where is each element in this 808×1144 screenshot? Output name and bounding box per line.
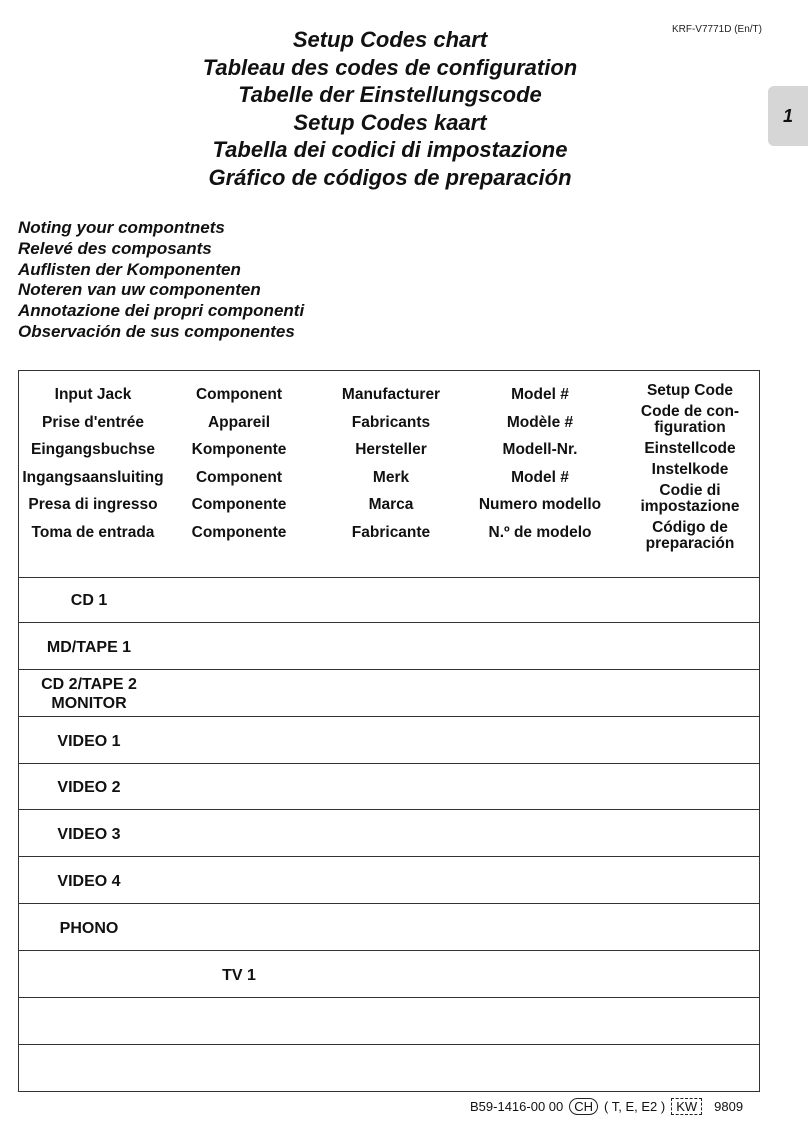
header-cell: Ingangsaansluiting xyxy=(22,468,164,486)
table-row xyxy=(19,858,759,904)
header-cell: Component xyxy=(195,386,283,403)
table-row xyxy=(19,952,759,998)
page-title-de: Tabelle der Einstellungscode xyxy=(238,82,542,108)
page-title-fr: Tableau des codes de configuration xyxy=(202,54,578,80)
row-label: CD 1 xyxy=(70,591,108,609)
row-label: VIDEO 4 xyxy=(57,872,121,890)
header-cell: Einstellcode xyxy=(644,440,736,457)
row-label xyxy=(19,999,159,1045)
header-model xyxy=(467,385,613,550)
subtitle-en: Noting your compontnets xyxy=(18,218,225,237)
model-code: KRF-V7771D (En/T) xyxy=(671,24,762,35)
header-cell: Presa di ingresso xyxy=(28,496,158,513)
subtitle-es: Observación de sus componentes xyxy=(18,321,295,341)
subtitle-it: Annotazione dei propri componenti xyxy=(18,301,305,321)
header-cell: Componente xyxy=(191,523,287,541)
table-row xyxy=(19,905,759,951)
table-row xyxy=(19,577,759,623)
header-cell: Toma de entrada xyxy=(31,523,155,541)
kw-mark: KW xyxy=(671,1098,702,1115)
header-cell: Modell-Nr. xyxy=(502,441,578,458)
header-cell: Fabricante xyxy=(351,523,431,541)
header-manufacturer xyxy=(321,385,461,550)
header-input-jack xyxy=(21,385,165,550)
header-cell: Instelkode xyxy=(651,461,729,478)
header-cell: Prise d'entrée xyxy=(42,413,144,431)
header-cell: Código de preparación xyxy=(645,519,735,552)
table-header xyxy=(19,371,759,578)
row-label: VIDEO 3 xyxy=(57,825,121,843)
subtitle-de: Auflisten der Komponenten xyxy=(18,259,241,279)
setup-codes-table xyxy=(18,370,760,1092)
row-label xyxy=(19,1045,159,1091)
table-row xyxy=(19,764,759,810)
header-cell: Numero modello xyxy=(478,496,602,513)
header-cell: Model # xyxy=(511,386,569,403)
page-number-tab: 1 xyxy=(768,86,808,146)
row-label: MD/TAPE 1 xyxy=(46,638,132,656)
header-cell: Model # xyxy=(511,468,569,486)
row-label: PHONO xyxy=(59,919,119,937)
date-code: 9809 xyxy=(714,1099,744,1114)
header-cell: Componente xyxy=(191,496,287,513)
header-cell: Appareil xyxy=(207,413,270,431)
header-cell: N.º de modelo xyxy=(488,523,592,541)
header-cell: Input Jack xyxy=(54,386,132,403)
header-cell: Component xyxy=(195,468,283,486)
footer xyxy=(470,1098,760,1115)
header-cell: Fabricants xyxy=(351,413,431,431)
subtitle-fr: Relevé des composants xyxy=(18,238,212,258)
table-row xyxy=(19,718,759,764)
subtitle-block xyxy=(18,218,418,343)
header-cell: Eingangsbuchse xyxy=(30,441,156,458)
table-row xyxy=(19,1045,759,1091)
region-codes: ( T, E, E2 ) xyxy=(604,1099,666,1114)
row-label: CD 2/TAPE 2 MONITOR xyxy=(41,676,137,712)
header-cell: Codie di impostazione xyxy=(640,482,740,515)
page-title-nl: Setup Codes kaart xyxy=(293,109,487,135)
table-row xyxy=(19,811,759,857)
ch-mark: CH xyxy=(569,1098,598,1115)
row-label: TV 1 xyxy=(222,966,256,984)
table-row xyxy=(19,671,759,717)
header-cell: Komponente xyxy=(191,441,287,458)
header-setup-code xyxy=(623,383,757,557)
header-component xyxy=(169,385,309,550)
header-cell: Setup Code xyxy=(646,382,734,399)
subtitle-nl: Noteren van uw componenten xyxy=(18,280,261,300)
header-cell: Manufacturer xyxy=(341,386,441,403)
part-number: B59-1416-00 00 xyxy=(470,1099,564,1114)
header-cell: Hersteller xyxy=(355,441,427,458)
page-title-es: Gráfico de códigos de preparación xyxy=(208,164,572,190)
header-cell: Marca xyxy=(368,496,414,513)
header-cell: Modèle # xyxy=(506,413,574,431)
row-label: VIDEO 1 xyxy=(57,732,121,750)
page-title-it: Tabella dei codici di impostazione xyxy=(212,137,568,163)
row-label: VIDEO 2 xyxy=(57,778,121,796)
page-title-en: Setup Codes chart xyxy=(292,27,488,52)
table-row xyxy=(19,624,759,670)
table-row xyxy=(19,999,759,1045)
title-block xyxy=(170,26,610,192)
header-cell: Merk xyxy=(372,468,410,486)
header-cell: Code de con-figuration xyxy=(640,403,740,436)
